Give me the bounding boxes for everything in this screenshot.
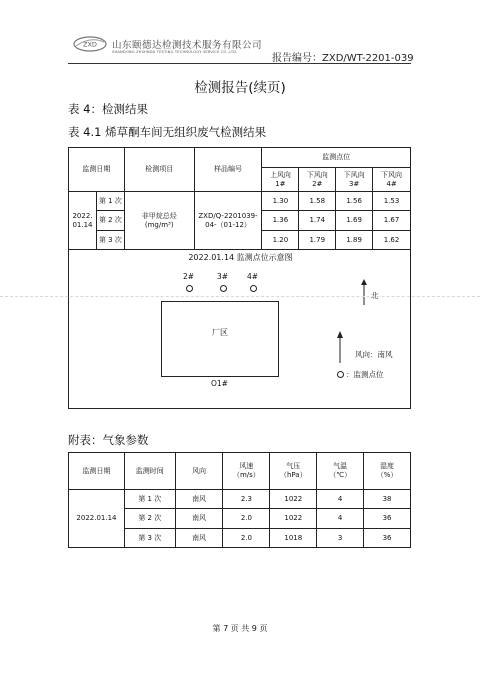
speed-cell: 2.0 [223, 509, 270, 529]
legend-label: ：监测点位 [346, 370, 384, 379]
pressure-cell: 1022 [270, 490, 317, 509]
page-footer: 第 7 页 共 9 页 [212, 624, 268, 633]
value-cell: 1.89 [336, 231, 373, 250]
dir-cell: 南风 [175, 490, 223, 509]
weather-header: 监测时间 [124, 453, 175, 490]
scan-artifact-line [0, 296, 480, 297]
point-3-circle-icon [220, 285, 227, 292]
point-header: 下风向 4# [373, 168, 411, 192]
round-cell: 第 3 次 [96, 231, 124, 250]
company-name-cn: 山东颐德达检测技术服务有限公司 [112, 40, 263, 51]
value-cell: 1.69 [336, 211, 373, 231]
weather-header: 监测日期 [69, 453, 125, 490]
value-cell: 1.74 [299, 211, 336, 231]
weather-header: 湿度 （%） [364, 453, 411, 490]
dir-cell: 南风 [175, 509, 223, 529]
wind-direction-label: 风向：南风 [355, 350, 393, 359]
point-label-4: 4# [247, 272, 259, 281]
time-cell: 第 3 次 [124, 529, 175, 548]
north-arrow-icon [359, 279, 369, 309]
time-cell: 第 1 次 [124, 490, 175, 509]
point-4-circle-icon [250, 285, 257, 292]
north-label: 北 [371, 291, 379, 300]
weather-header: 气压 （hPa） [270, 453, 317, 490]
plant-label: 厂区 [212, 328, 228, 337]
value-cell: 1.56 [336, 192, 373, 211]
point-label-2: 2# [183, 272, 195, 281]
results-table [68, 147, 411, 250]
dir-cell: 南风 [175, 529, 223, 548]
temp-cell: 3 [317, 529, 364, 548]
plant-area [161, 301, 279, 377]
point-header: 上风向 1# [262, 168, 299, 192]
temp-cell: 4 [317, 509, 364, 529]
weather-header: 风向 [175, 453, 223, 490]
item-cell: 非甲烷总烃 (mg/m³) [124, 192, 194, 250]
table-row [69, 490, 411, 509]
humidity-cell: 36 [364, 509, 411, 529]
value-cell: 1.53 [373, 192, 411, 211]
document-title: 检测报告(续页) [194, 80, 286, 96]
diagram-title: 2022.01.14 监测点位示意图 [188, 253, 293, 262]
table-title: 表 4.1 烯草酮车间无组织废气检测结果 [68, 125, 267, 139]
svg-text:ZXD: ZXD [83, 40, 97, 49]
header-divider [68, 63, 411, 64]
monitoring-point-diagram [68, 249, 411, 409]
weather-date-cell: 2022.01.14 [69, 490, 125, 548]
header-sample: 样品编号 [194, 148, 262, 192]
legend-circle-icon [337, 371, 344, 378]
value-cell: 1.58 [299, 192, 336, 211]
weather-table [68, 452, 411, 548]
wind-arrow-icon [335, 331, 345, 367]
time-cell: 第 2 次 [124, 509, 175, 529]
point-2-circle-icon [186, 285, 193, 292]
point-label-3: 3# [217, 272, 229, 281]
header-date: 监测日期 [69, 148, 125, 192]
humidity-cell: 36 [364, 529, 411, 548]
value-cell: 1.20 [262, 231, 299, 250]
pressure-cell: 1018 [270, 529, 317, 548]
table-row [69, 192, 411, 211]
report-number: 报告编号：ZXD/WT-2201-039 [272, 53, 414, 64]
point-header: 下风向 3# [336, 168, 373, 192]
header-item: 检测项目 [124, 148, 194, 192]
value-cell: 1.36 [262, 211, 299, 231]
company-logo [72, 34, 108, 54]
speed-cell: 2.0 [223, 529, 270, 548]
point-header: 下风向 2# [299, 168, 336, 192]
temp-cell: 4 [317, 490, 364, 509]
section-title: 表 4：检测结果 [68, 102, 148, 116]
point-label-1: O1# [211, 379, 228, 388]
humidity-cell: 38 [364, 490, 411, 509]
appendix-title: 附表：气象参数 [68, 433, 149, 447]
round-cell: 第 2 次 [96, 211, 124, 231]
header-points: 监测点位 [262, 148, 411, 168]
value-cell: 1.79 [299, 231, 336, 250]
sample-cell: ZXD/Q-2201039- 04-（01-12） [194, 192, 262, 250]
speed-cell: 2.3 [223, 490, 270, 509]
value-cell: 1.30 [262, 192, 299, 211]
pressure-cell: 1022 [270, 509, 317, 529]
date-cell: 2022. 01.14 [69, 192, 97, 250]
company-name-en: SHANDONG ZHIXINDA TESTING TECHNOLOGY SERVICE CO.,LTD. [112, 50, 238, 54]
round-cell: 第 1 次 [96, 192, 124, 211]
weather-header: 气温 （℃） [317, 453, 364, 490]
value-cell: 1.62 [373, 231, 411, 250]
value-cell: 1.67 [373, 211, 411, 231]
weather-header: 风速 （m/s） [223, 453, 270, 490]
